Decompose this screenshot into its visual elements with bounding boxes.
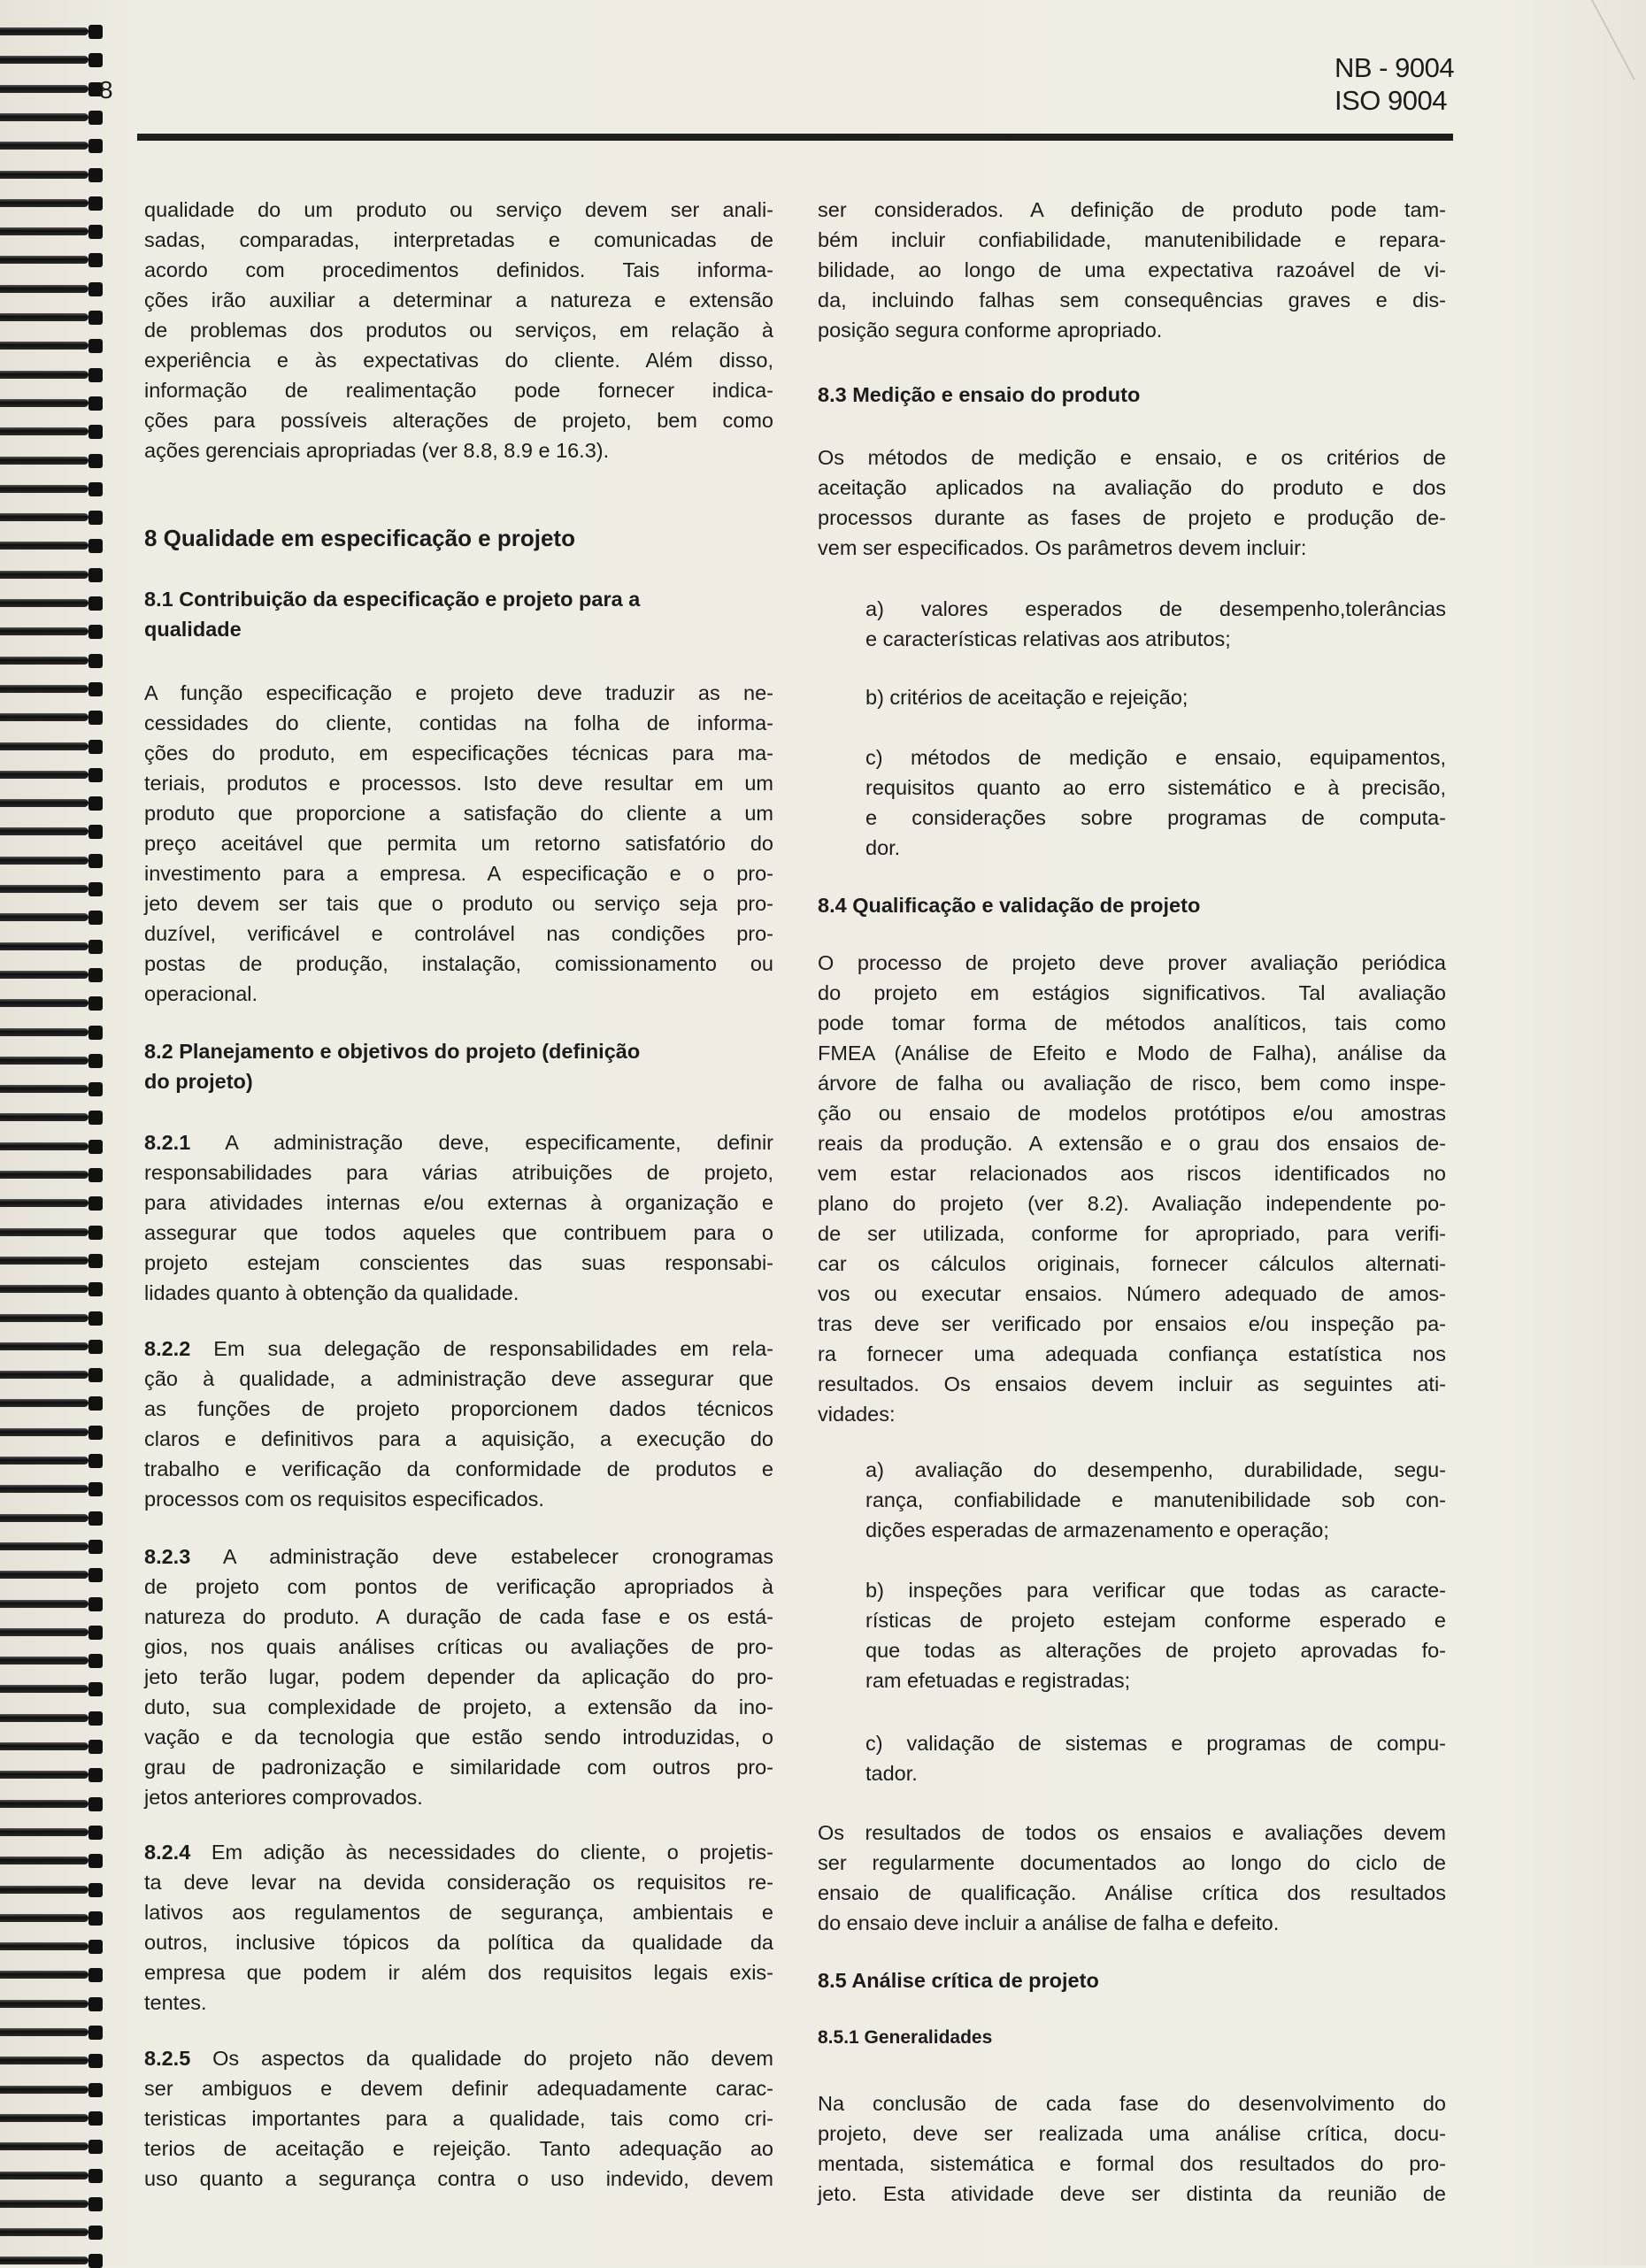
text-line: jeto terão lugar, podem depender da aplicação do pro-	[144, 1665, 773, 1688]
binding-ring	[0, 2226, 104, 2240]
text-line: duzível, verificável e controlável nas condições pro-	[144, 922, 773, 945]
text-line: informação de realimentação pode fornecer indica-	[144, 379, 773, 402]
binding-ring	[0, 768, 104, 782]
clause-text: Em sua delegação de responsabilidades em rela-	[190, 1337, 773, 1360]
clause-number: 8.2.2	[144, 1337, 191, 1360]
binding-ring	[0, 1282, 104, 1296]
binding-ring	[0, 539, 104, 553]
text-line	[144, 1127, 773, 1157]
clause-number: 8.2.3	[144, 1545, 191, 1568]
text-line: e considerações sobre programas de computa-	[865, 806, 1446, 829]
text-line: reais da produção. A extensão e o grau dos ensaios de-	[818, 1132, 1446, 1155]
text-line: pode tomar forma de métodos analíticos, tais como	[818, 1011, 1446, 1034]
text-line	[144, 2043, 773, 2073]
binding-ring	[0, 1082, 104, 1096]
binding-ring	[0, 1140, 104, 1154]
text-line: a) valores esperados de desempenho,tolerâncias	[865, 597, 1446, 620]
subsection-heading	[144, 584, 773, 644]
binding-ring	[0, 1568, 104, 1582]
text-line: tador.	[865, 1762, 918, 1785]
binding-ring	[0, 1940, 104, 1954]
text-line: da, incluindo falhas sem consequências graves e dis-	[818, 288, 1446, 311]
binding-ring	[0, 1254, 104, 1268]
text-line: duto, sua complexidade de projeto, a extensão da ino-	[144, 1695, 773, 1718]
text-line: ensaio de qualificação. Análise crítica dos resultados	[818, 1881, 1446, 1904]
binding-ring	[0, 311, 104, 325]
text-line: 8.5.1 Generalidades	[818, 2027, 993, 2048]
binding-ring	[0, 1626, 104, 1640]
binding-ring	[0, 1797, 104, 1811]
text-line: jeto devem ser tais que o produto ou serviço seja pro-	[144, 892, 773, 915]
binding-ring	[0, 2169, 104, 2183]
text-line: mentada, sistemática e formal dos resultados do pro-	[818, 2152, 1446, 2175]
text-line: operacional.	[144, 982, 258, 1005]
text-line: O processo de projeto deve prover avaliação periódica	[818, 951, 1446, 974]
binding-ring	[0, 368, 104, 382]
binding-ring	[0, 1911, 104, 1926]
text-line: lativos aos regulamentos de segurança, ambientais e	[144, 1901, 773, 1924]
binding-ring	[0, 482, 104, 496]
text-line: ram efetuadas e registradas;	[865, 1669, 1131, 1692]
binding-ring	[0, 1740, 104, 1754]
subsection-heading	[818, 1965, 1446, 1995]
text-line: lidades quanto à obtenção da qualidade.	[144, 1281, 519, 1304]
binding-ring	[0, 1226, 104, 1240]
binding-ring	[0, 225, 104, 239]
text-line: cessidades do cliente, contidas na folha de informa-	[144, 711, 773, 734]
binding-ring	[0, 740, 104, 754]
binding-ring	[0, 1854, 104, 1868]
paragraph	[144, 1127, 773, 1308]
binding-ring	[0, 1654, 104, 1668]
clause-number: 8.2.4	[144, 1841, 191, 1864]
text-line: jetos anteriores comprovados.	[144, 1786, 423, 1809]
binding-ring	[0, 2111, 104, 2126]
text-line: vem ser especificados. Os parâmetros devem incluir:	[818, 536, 1307, 559]
text-line: tentes.	[144, 1991, 207, 2014]
binding-ring	[0, 1168, 104, 1182]
text-line: vidades:	[818, 1403, 896, 1426]
binding-ring	[0, 511, 104, 525]
text-line: que todas as alterações de projeto aprovadas fo-	[865, 1639, 1446, 1662]
text-line: preço aceitável que permita um retorno satisfatório do	[144, 832, 773, 855]
text-line: ções irão auxiliar a determinar a natureza e extensão	[144, 288, 773, 311]
binding-ring	[0, 1711, 104, 1726]
text-line: de projeto com pontos de verificação apropriados à	[144, 1575, 773, 1598]
binding-ring	[0, 1540, 104, 1554]
text-line: do projeto)	[144, 1070, 253, 1093]
text-line: ção à qualidade, a administração deve assegurar que	[144, 1367, 773, 1390]
binding-ring	[0, 968, 104, 982]
text-line: postas de produção, instalação, comissionamento ou	[144, 952, 773, 975]
header-rule	[137, 134, 1453, 141]
binding-ring	[0, 196, 104, 211]
text-line: acordo com procedimentos definidos. Tais informa-	[144, 258, 773, 281]
text-line: qualidade	[144, 618, 242, 641]
list-item	[865, 594, 1446, 654]
text-line: vem estar relacionados aos riscos identificados no	[818, 1162, 1446, 1185]
binding-ring	[0, 625, 104, 639]
binding-ring	[0, 1826, 104, 1840]
text-line: ções para possíveis alterações de projeto, bem como	[144, 409, 773, 432]
subsection-heading	[818, 890, 1446, 920]
paragraph	[144, 1334, 773, 1514]
binding-ring	[0, 25, 104, 39]
binding-ring	[0, 1682, 104, 1696]
binding-ring	[0, 2026, 104, 2040]
text-line: rísticas de projeto estejam conforme esperado e	[865, 1609, 1446, 1632]
text-line: ser ambiguos e devem definir adequadamente carac-	[144, 2077, 773, 2100]
binding-ring	[0, 2054, 104, 2068]
text-line: FMEA (Análise de Efeito e Modo de Falha), análise da	[818, 1042, 1446, 1065]
paragraph	[144, 1837, 773, 2018]
text-line: outros, inclusive tópicos da política da qualidade da	[144, 1931, 773, 1954]
binding-ring	[0, 940, 104, 954]
binding-ring	[0, 1768, 104, 1782]
text-line: árvore de falha ou avaliação de risco, bem como inspe-	[818, 1072, 1446, 1095]
spiral-binding	[0, 0, 111, 2265]
text-line: b) critérios de aceitação e rejeição;	[865, 686, 1188, 709]
binding-ring	[0, 854, 104, 868]
binding-ring	[0, 1396, 104, 1411]
text-line: aceitação aplicados na avaliação do produto e dos	[818, 476, 1446, 499]
binding-ring	[0, 1196, 104, 1211]
binding-ring	[0, 1511, 104, 1526]
text-line: terios de aceitação e rejeição. Tanto adequação ao	[144, 2137, 773, 2160]
text-line: investimento para a empresa. A especificação e o pro-	[144, 862, 773, 885]
paragraph	[818, 948, 1446, 1429]
text-line: 8.5 Análise crítica de projeto	[818, 1969, 1099, 1992]
binding-ring	[0, 654, 104, 668]
binding-ring	[0, 2083, 104, 2097]
standard-code-iso: ISO 9004	[1334, 85, 1447, 116]
list-item	[865, 742, 1446, 863]
text-line: para atividades internas e/ou externas à organização e	[144, 1191, 773, 1214]
text-line: gios, nos quais análises críticas ou avaliações de pro-	[144, 1635, 773, 1658]
binding-ring	[0, 1340, 104, 1354]
text-line: e características relativas aos atributos;	[865, 627, 1231, 650]
text-line: empresa que podem ir além dos requisitos legais exis-	[144, 1961, 773, 1984]
text-line: bilidade, ao longo de uma expectativa razoável de vi-	[818, 258, 1446, 281]
standard-code-nb: NB - 9004	[1334, 52, 1455, 83]
text-line: processos com os requisitos especificados.	[144, 1488, 544, 1511]
binding-ring	[0, 1026, 104, 1040]
binding-ring	[0, 1111, 104, 1125]
paragraph	[144, 2043, 773, 2194]
text-line: b) inspeções para verificar que todas as caracte-	[865, 1579, 1446, 1602]
binding-ring	[0, 682, 104, 696]
binding-ring	[0, 825, 104, 839]
text-line	[144, 1541, 773, 1572]
text-line: rança, confiabilidade e manutenibilidade sob con-	[865, 1488, 1446, 1511]
binding-ring	[0, 1426, 104, 1440]
text-line: produto que proporcione a satisfação do cliente a um	[144, 802, 773, 825]
binding-ring	[0, 282, 104, 296]
text-line: 8.2 Planejamento e objetivos do projeto (definição	[144, 1040, 641, 1063]
text-line: grau de padronização e similaridade com outros pro-	[144, 1756, 773, 1779]
text-line: A função especificação e projeto deve traduzir as ne-	[144, 681, 773, 704]
page-corner-fold	[1591, 0, 1646, 80]
text-line: 8.1 Contribuição da especificação e projeto para a	[144, 588, 641, 611]
binding-ring	[0, 1054, 104, 1068]
text-line: jeto. Esta atividade deve ser distinta da reunião de	[818, 2182, 1446, 2205]
text-line: Os resultados de todos os ensaios e avaliações devem	[818, 1821, 1446, 1844]
text-line: trabalho e verificação da conformidade de produtos e	[144, 1457, 773, 1480]
text-line: ra fornecer uma adequada confiança estatística nos	[818, 1342, 1446, 1365]
text-line	[144, 1334, 773, 1364]
text-line: 8.4 Qualificação e validação de projeto	[818, 894, 1201, 917]
binding-ring	[0, 111, 104, 125]
list-item	[865, 1728, 1446, 1788]
paragraph	[144, 195, 773, 465]
text-line: ção ou ensaio de modelos protótipos e/ou amostras	[818, 1102, 1446, 1125]
subsection-heading	[818, 380, 1446, 410]
binding-ring	[0, 568, 104, 582]
text-line	[144, 1837, 773, 1867]
binding-ring	[0, 996, 104, 1011]
clause-number: 8.2.1	[144, 1131, 191, 1154]
text-line: do ensaio deve incluir a análise de falha e defeito.	[818, 1911, 1280, 1934]
binding-ring	[0, 1968, 104, 1982]
binding-ring	[0, 425, 104, 439]
binding-ring	[0, 1597, 104, 1611]
clause-number: 8.2.5	[144, 2047, 191, 2070]
binding-ring	[0, 711, 104, 725]
text-line: de ser utilizada, conforme for apropriado, para verifi-	[818, 1222, 1446, 1245]
page-number: 8	[99, 76, 113, 104]
text-line: requisitos quanto ao erro sistemático e à precisão,	[865, 776, 1446, 799]
binding-ring	[0, 53, 104, 67]
standard-header	[1334, 51, 1454, 117]
binding-ring	[0, 1883, 104, 1897]
binding-ring	[0, 882, 104, 896]
paragraph	[144, 1541, 773, 1812]
binding-ring	[0, 1482, 104, 1496]
text-line: posição segura conforme apropriado.	[818, 319, 1163, 342]
text-line: projeto, deve ser realizada uma análise crítica, docu-	[818, 2122, 1446, 2145]
text-line: bém incluir confiabilidade, manutenibilidade e repara-	[818, 228, 1446, 251]
clause-text: A administração deve estabelecer cronogramas	[190, 1545, 773, 1568]
list-item	[865, 1575, 1446, 1695]
text-line: uso quanto a segurança contra o uso indevido, devem	[144, 2167, 773, 2190]
text-line: c) validação de sistemas e programas de compu-	[865, 1732, 1446, 1755]
text-line: assegurar que todos aqueles que contribuem para o	[144, 1221, 773, 1244]
paragraph	[818, 1818, 1446, 1938]
text-line: 8.3 Medição e ensaio do produto	[818, 383, 1141, 406]
binding-ring	[0, 339, 104, 353]
list-item	[865, 1455, 1446, 1545]
paragraph	[818, 2088, 1446, 2209]
paragraph	[818, 442, 1446, 563]
binding-ring	[0, 596, 104, 611]
section-heading	[144, 523, 773, 553]
text-line: as funções de projeto proporcionem dados técnicos	[144, 1397, 773, 1420]
text-line: teriais, produtos e processos. Isto deve resultar em um	[144, 772, 773, 795]
text-line: a) avaliação do desempenho, durabilidade, segu-	[865, 1458, 1446, 1481]
text-line: plano do projeto (ver 8.2). Avaliação independente po-	[818, 1192, 1446, 1215]
text-line: resultados. Os ensaios devem incluir as seguintes ati-	[818, 1372, 1446, 1395]
text-line: ções do produto, em especificações técnicas para ma-	[144, 742, 773, 765]
text-line: sadas, comparadas, interpretadas e comunicadas de	[144, 228, 773, 251]
text-line: Os métodos de medição e ensaio, e os critérios de	[818, 446, 1446, 469]
binding-ring	[0, 1311, 104, 1326]
text-line: vação e da tecnologia que estão sendo introduzidas, o	[144, 1726, 773, 1749]
text-line: ser considerados. A definição de produto pode tam-	[818, 198, 1446, 221]
clause-heading	[818, 2023, 1446, 2053]
text-line: 8 Qualidade em especificação e projeto	[144, 525, 575, 551]
binding-ring	[0, 1454, 104, 1468]
paragraph	[144, 678, 773, 1009]
text-line: processos durante as fases de projeto e produção de-	[818, 506, 1446, 529]
text-line: natureza do produto. A duração de cada fase e os está-	[144, 1605, 773, 1628]
text-line: projeto estejam conscientes das suas responsabi-	[144, 1251, 773, 1274]
binding-ring	[0, 1997, 104, 2011]
text-line: vos ou executar ensaios. Número adequado de amos-	[818, 1282, 1446, 1305]
text-line: Na conclusão de cada fase do desenvolvimento do	[818, 2092, 1446, 2115]
clause-text: A administração deve, especificamente, definir	[190, 1131, 773, 1154]
binding-ring	[0, 396, 104, 411]
text-line: car os cálculos originais, fornecer cálculos alternati-	[818, 1252, 1446, 1275]
text-line: claros e definitivos para a aquisição, a execução do	[144, 1427, 773, 1450]
text-line: ta deve levar na devida consideração os requisitos re-	[144, 1871, 773, 1894]
binding-ring	[0, 796, 104, 811]
list-item	[865, 682, 1446, 712]
text-line: dor.	[865, 836, 901, 859]
binding-ring	[0, 2197, 104, 2211]
paragraph	[818, 195, 1446, 345]
clause-text: Em adição às necessidades do cliente, o projetis-	[190, 1841, 773, 1864]
text-line: experiência e às expectativas do cliente. Além disso,	[144, 349, 773, 372]
text-line: do projeto em estágios significativos. Tal avaliação	[818, 981, 1446, 1004]
binding-ring	[0, 2254, 104, 2268]
binding-ring	[0, 139, 104, 153]
text-line: responsabilidades para várias atribuições de projeto,	[144, 1161, 773, 1184]
subsection-heading	[144, 1036, 773, 1096]
binding-ring	[0, 168, 104, 182]
text-line: tras deve ser verificado por ensaios e/ou inspeção pa-	[818, 1312, 1446, 1335]
binding-ring	[0, 454, 104, 468]
text-line: c) métodos de medição e ensaio, equipamentos,	[865, 746, 1446, 769]
text-line: ações gerenciais apropriadas (ver 8.8, 8.9 e 16.3).	[144, 439, 610, 462]
binding-ring	[0, 82, 104, 96]
binding-ring	[0, 2140, 104, 2154]
text-line: de problemas dos produtos ou serviços, em relação à	[144, 319, 773, 342]
text-line: dições esperadas de armazenamento e operação;	[865, 1518, 1329, 1541]
binding-ring	[0, 1368, 104, 1382]
binding-ring	[0, 911, 104, 925]
clause-text: Os aspectos da qualidade do projeto não devem	[190, 2047, 773, 2070]
text-line: qualidade do um produto ou serviço devem ser anali-	[144, 198, 773, 221]
binding-ring	[0, 253, 104, 267]
text-line: teristicas importantes para a qualidade, tais como cri-	[144, 2107, 773, 2130]
text-line: ser regularmente documentados ao longo do ciclo de	[818, 1851, 1446, 1874]
